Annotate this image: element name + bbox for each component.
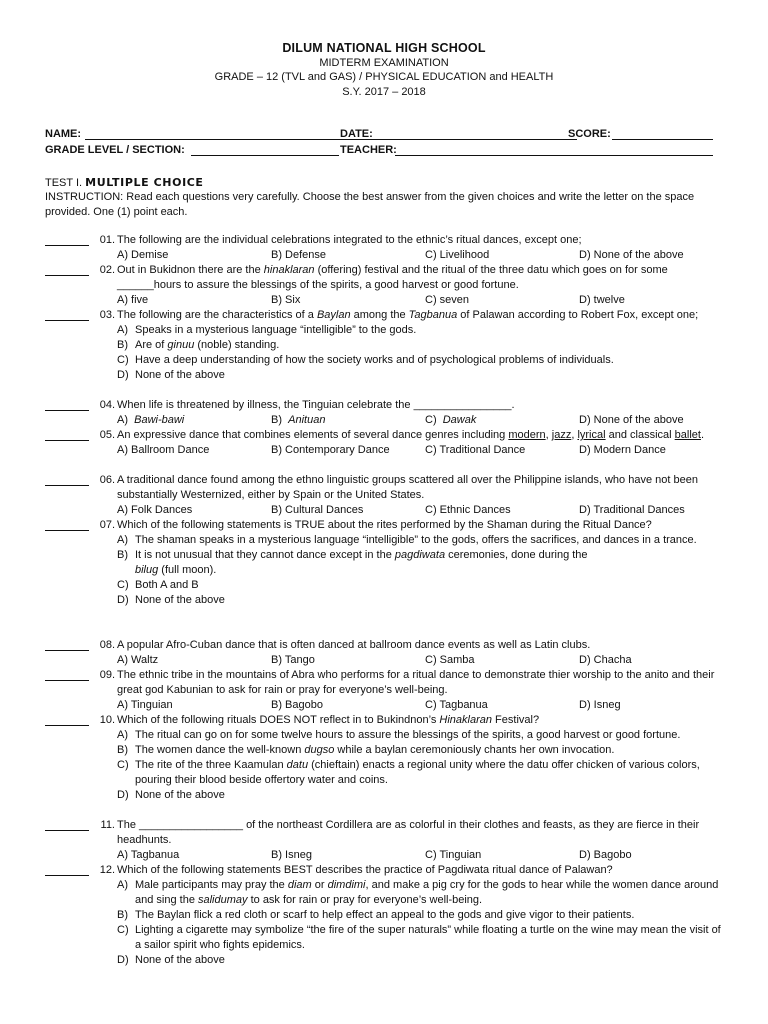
choices: [117, 443, 729, 458]
question-number: 03.: [99, 309, 115, 321]
choices: [117, 653, 729, 668]
question-number: 05.: [99, 429, 115, 441]
choice-b: B) It is not unusual that they cannot dance except in the pagdiwata ceremonies, done during the bilug (full moon).: [117, 549, 588, 576]
score-field[interactable]: [612, 128, 713, 140]
question-text: The following are the characteristics of a Baylan among the Tagbanua of Palawan according to Robert Fox, except one;: [117, 309, 699, 321]
answer-blank-5[interactable]: [45, 428, 89, 441]
date-label: DATE:: [340, 128, 373, 140]
choice-c: C) The rite of the three Kaamulan datu (chieftain) enacts a regional unity where the datu offer chicken of various colors, pouring their blood beside offertory water and coins.: [117, 759, 700, 786]
choice-b: B) Isneg: [271, 849, 312, 861]
choice-d: D) None of the above: [579, 249, 684, 261]
choice-b: B) Cultural Dances: [271, 504, 364, 516]
choice-d: D) Bagobo: [579, 849, 632, 861]
choice-b: B) The Baylan flick a red cloth or scarf to help effect an appeal to the gods and give vigor to their patients.: [117, 909, 635, 921]
choice-c: C) Lighting a cigarette may symbolize “the fire of the super naturals” while floating a turtle on the wine may mean the visit of a sailor spirit who fights epidemics.: [117, 924, 721, 951]
choice-a: A) Male participants may pray the diam or dimdimi, and make a pig cry for the gods to hear while the women dance around and sing the salidumay to ask for rain or pray for everyone’s well-being.: [117, 879, 719, 906]
instruction-text: INSTRUCTION: Read each questions very carefully. Choose the best answer from the given choices and write the letter on the space provided. One (1) point each.: [45, 191, 695, 218]
choice-c: C) Have a deep understanding of how the society works and of psychological problems of individuals.: [117, 354, 614, 366]
choice-b: B) Six: [271, 294, 301, 306]
answer-blank-9[interactable]: [45, 668, 89, 681]
choice-d: D) None of the above: [117, 369, 225, 381]
choice-a: A) Demise: [117, 249, 169, 261]
choice-a: A) The ritual can go on for some twelve hours to assure the blessings of the spirits, a good harvest or good fortune.: [117, 729, 681, 741]
answer-blank-11[interactable]: [45, 818, 89, 831]
choice-a: A) five: [117, 294, 149, 306]
choice-c: C) Dawak: [425, 414, 477, 426]
question-text: Which of the following statements is TRUE about the rites performed by the Shaman during the Ritual Dance?: [117, 519, 652, 531]
choice-b: B) Are of ginuu (noble) standing.: [117, 339, 280, 351]
grade-subject: GRADE – 12 (TVL and GAS) / PHYSICAL EDUCATION and HEALTH: [214, 71, 554, 83]
choice-b: B) Defense: [271, 249, 327, 261]
answer-blank-8[interactable]: [45, 638, 89, 651]
question-text: When life is threatened by illness, the Tinguian celebrate the ________________.: [117, 399, 515, 411]
teacher-label: TEACHER:: [340, 144, 397, 156]
answer-blank-10[interactable]: [45, 713, 89, 726]
choice-list: [117, 728, 729, 803]
test-title: MULTIPLE CHOICE: [85, 176, 204, 189]
choice-list: [117, 533, 729, 608]
answer-blank-1[interactable]: [45, 233, 89, 246]
answer-blank-6[interactable]: [45, 473, 89, 486]
answer-blank-2[interactable]: [45, 263, 89, 276]
test-label: TEST I.: [45, 177, 83, 189]
choice-c: C) Traditional Dance: [425, 444, 526, 456]
choice-c: C) Livelihood: [425, 249, 490, 261]
question-text: Out in Bukidnon there are the hinaklaran (offering) festival and the ritual of the three datu which goes on for some ______hours to assure the blessings of the spirits, a good harvest or good fortune.: [117, 264, 668, 291]
exam-header: [0, 41, 768, 99]
question-text: A traditional dance found among the ethno linguistic groups scattered all over the Philippine islands, who have not been substantially Westernized, either by Spain or the United States.: [117, 474, 698, 501]
choice-list: [117, 878, 729, 968]
question-number: 12.: [99, 864, 115, 876]
question-text: The _________________ of the northeast Cordillera are as colorful in their clothes and feasts, as they are fierce in their headhunts.: [117, 819, 700, 846]
choice-a: A) Waltz: [117, 654, 159, 666]
question-number: 07.: [99, 519, 115, 531]
choice-d: D) Chacha: [579, 654, 632, 666]
test-heading: [45, 176, 204, 189]
school-year: S.Y. 2017 – 2018: [342, 85, 426, 98]
answer-blank-12[interactable]: [45, 863, 89, 876]
choices: [117, 698, 729, 713]
choice-list: [117, 323, 729, 383]
choice-d: D) None of the above: [117, 594, 225, 606]
choice-d: D) Isneg: [579, 699, 621, 711]
choices: [117, 503, 729, 518]
grade-section-field[interactable]: [191, 144, 339, 156]
question-number: 11.: [100, 819, 115, 831]
question-number: 09.: [99, 669, 115, 681]
teacher-field[interactable]: [395, 144, 713, 156]
answer-blank-4[interactable]: [45, 398, 89, 411]
choices: [117, 293, 729, 308]
student-info-row-1: [45, 128, 725, 142]
choice-a: A) Tagbanua: [117, 849, 180, 861]
question-text: Which of the following statements BEST describes the practice of Pagdiwata ritual dance of Palawan?: [117, 864, 613, 876]
question-text: The ethnic tribe in the mountains of Abra who performs for a ritual dance to demonstrate thier worship to the anito and their great god Kabunian to ask for rain or pray for everyone’s well-being.: [117, 669, 715, 696]
choice-d: D) twelve: [579, 294, 625, 306]
choice-d: D) None of the above: [579, 414, 684, 426]
answer-blank-3[interactable]: [45, 308, 89, 321]
choices: [117, 248, 729, 263]
choices: [117, 848, 729, 863]
question-number: 01.: [99, 234, 115, 246]
exam-title: MIDTERM EXAMINATION: [319, 56, 449, 69]
grade-section-label: GRADE LEVEL / SECTION:: [45, 144, 185, 156]
question-text: Which of the following rituals DOES NOT reflect in to Bukindnon’s Hinaklaran Festival?: [117, 714, 540, 726]
choice-b: B) Tango: [271, 654, 315, 666]
student-info-row-2: [45, 144, 725, 158]
question-number: 06.: [99, 474, 115, 486]
choice-b: B) Anituan: [271, 414, 326, 426]
question-number: 04.: [99, 399, 115, 411]
answer-blank-7[interactable]: [45, 518, 89, 531]
choice-c: C) seven: [425, 294, 470, 306]
school-name: DILUM NATIONAL HIGH SCHOOL: [282, 41, 486, 55]
question-text: A popular Afro-Cuban dance that is often danced at ballroom dance events as well as Latin clubs.: [117, 639, 591, 651]
choice-b: B) Bagobo: [271, 699, 323, 711]
choice-d: D) Traditional Dances: [579, 504, 685, 516]
choices: [117, 413, 729, 428]
choice-b: B) The women dance the well-known dugso while a baylan ceremoniously chants her own invocation.: [117, 744, 615, 756]
question-text: An expressive dance that combines elements of several dance genres including modern, jazz, lyrical and classical ballet.: [117, 429, 705, 441]
date-field[interactable]: [375, 128, 577, 140]
choice-d: D) None of the above: [117, 954, 225, 966]
name-label: NAME:: [45, 128, 82, 140]
question-number: 08.: [99, 639, 115, 651]
choice-a: A) Folk Dances: [117, 504, 193, 516]
choice-a: A) The shaman speaks in a mysterious language “intelligible” to the gods, offers the sacrifices, and dances in a trance.: [117, 534, 697, 546]
score-label: SCORE:: [568, 128, 611, 140]
question-number: 10.: [99, 714, 115, 726]
choice-c: C) Samba: [425, 654, 475, 666]
choice-c: C) Both A and B: [117, 579, 199, 591]
choice-a: A) Ballroom Dance: [117, 444, 210, 456]
choice-c: C) Ethnic Dances: [425, 504, 511, 516]
choice-a: A) Bawi-bawi: [117, 414, 185, 426]
question-number: 02.: [99, 264, 115, 276]
choice-c: C) Tinguian: [425, 849, 482, 861]
choice-a: A) Tinguian: [117, 699, 173, 711]
choice-a: A) Speaks in a mysterious language “intelligible” to the gods.: [117, 324, 417, 336]
choice-d: D) None of the above: [117, 789, 225, 801]
name-field[interactable]: [85, 128, 375, 140]
question-text: The following are the individual celebrations integrated to the ethnic’s ritual dances, except one;: [117, 234, 582, 246]
choice-c: C) Tagbanua: [425, 699, 488, 711]
choice-b: B) Contemporary Dance: [271, 444, 390, 456]
choice-d: D) Modern Dance: [579, 444, 666, 456]
